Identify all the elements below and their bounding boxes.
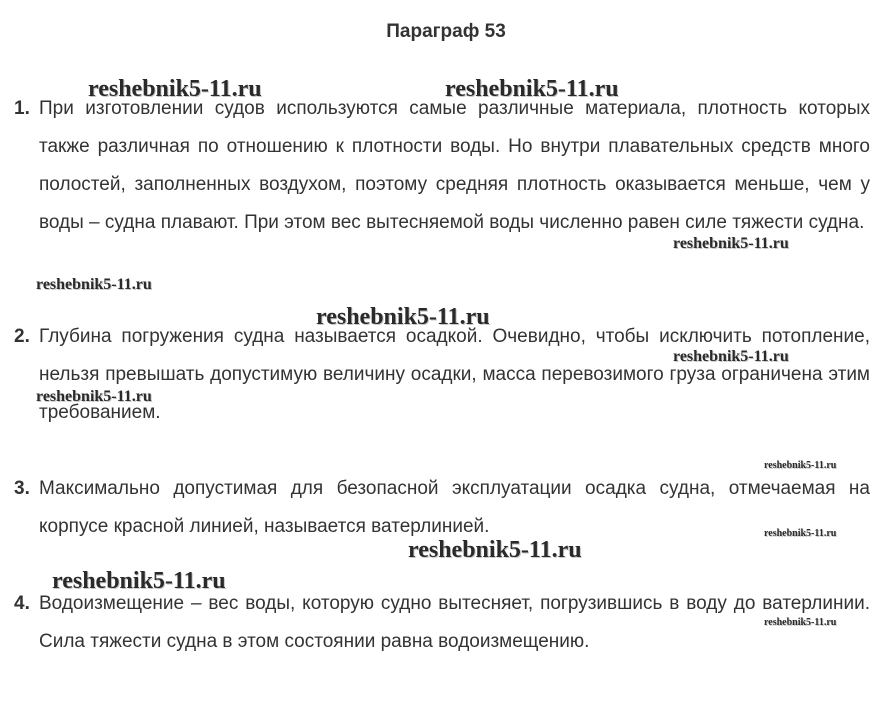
item-text: Глубина погружения судна называется осадкой. Очевидно, чтобы исключить потопление, нельзя превышать допустимую величину осадки, масса перевозимого груза ограничена этим требованием.: [39, 326, 870, 423]
watermark: reshebnik5-11.ru: [764, 528, 837, 539]
watermark: reshebnik5-11.ru: [764, 617, 837, 628]
list-item: [14, 318, 870, 432]
watermark: reshebnik5-11.ru: [408, 537, 582, 563]
watermark: reshebnik5-11.ru: [764, 460, 837, 471]
watermark: reshebnik5-11.ru: [88, 76, 262, 102]
watermark: reshebnik5-11.ru: [36, 276, 152, 293]
item-number: 1.: [14, 98, 30, 119]
list-item: [14, 90, 870, 242]
item-text: При изготовлении судов используются самые различные материала, плотность которых также различная по отношению к плотности воды. Но внутри плавательных средств много полостей, заполненных воздухом, поэтому средняя плотность оказывается меньше, чем у воды – судна плавают. При этом вес вытесняемой воды численно равен силе тяжести судна.: [39, 98, 870, 233]
list-item: [14, 470, 870, 546]
item-number: 3.: [14, 478, 30, 499]
watermark: reshebnik5-11.ru: [316, 304, 490, 330]
item-text: Водоизмещение – вес воды, которую судно вытесняет, погрузившись в воду до ватерлинии. Сила тяжести судна в этом состоянии равна водоизмещению.: [39, 593, 870, 652]
watermark: reshebnik5-11.ru: [36, 388, 152, 405]
page-title: Параграф 53: [386, 21, 506, 42]
item-text: Максимально допустимая для безопасной эксплуатации осадка судна, отмечаемая на корпусе красной линией, называется ватерлинией.: [39, 478, 870, 537]
watermark: reshebnik5-11.ru: [673, 235, 789, 252]
watermark: reshebnik5-11.ru: [445, 76, 619, 102]
watermark: reshebnik5-11.ru: [52, 568, 226, 594]
item-number: 2.: [14, 326, 30, 347]
item-number: 4.: [14, 593, 30, 614]
list-item: [14, 585, 870, 661]
watermark: reshebnik5-11.ru: [673, 348, 789, 365]
